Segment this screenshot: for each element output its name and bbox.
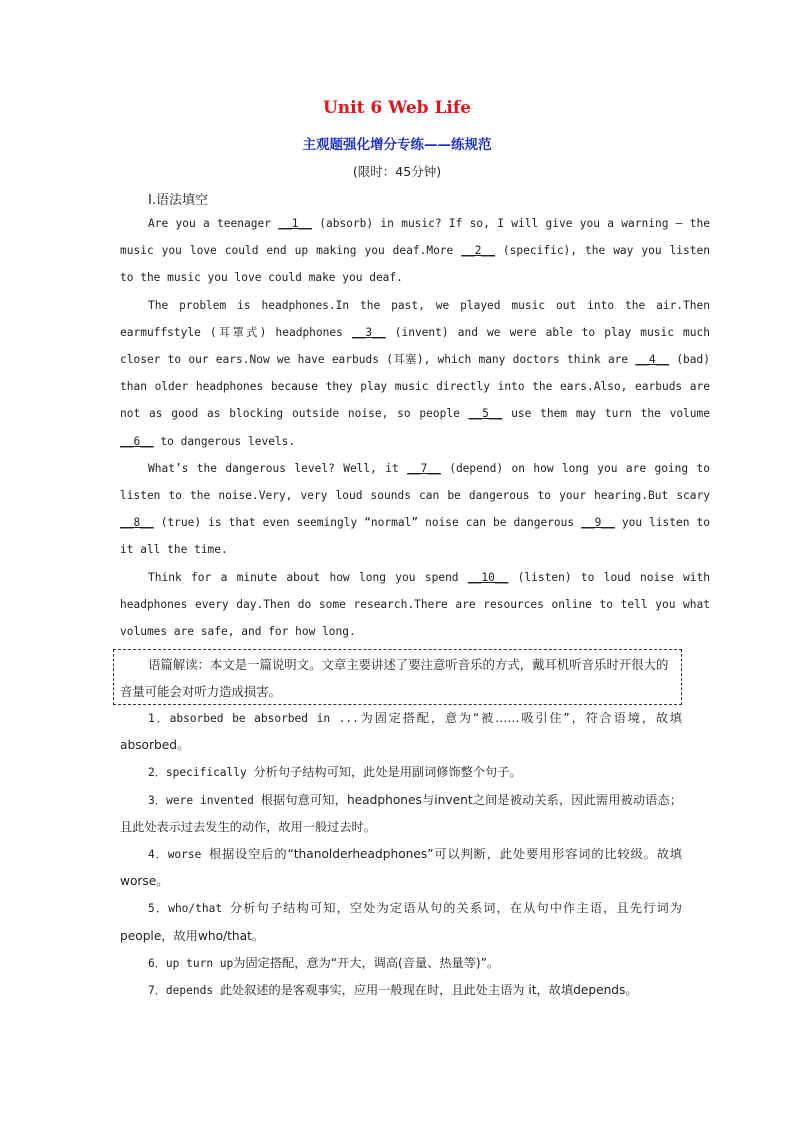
passage-text: (depend) on how long you are going to listen to the noise.Very, very loud sounds can be dangerous to your hearing.But scary xyxy=(120,461,710,503)
answer-item xyxy=(120,950,682,977)
blank-7: __7__ xyxy=(407,461,441,475)
blank-4: __4__ xyxy=(635,353,670,367)
blank-6: __6__ xyxy=(120,434,154,448)
blank-5: __5__ xyxy=(468,407,503,421)
unit-title: Unit 6 Web Life xyxy=(322,98,472,118)
answer-item xyxy=(120,841,682,895)
passage-text: (absorb) in music? If so, I will give you a warning — the music you love could end up making you deaf.More xyxy=(120,217,710,258)
blank-8: __8__ xyxy=(120,516,154,530)
blank-2: __2__ xyxy=(461,244,495,258)
answer-explanation: 根据句意可知，headphones与invent之间是被动关系，因此需用被动语态；且此处表示过去发生的动作，故用一般过去时。 xyxy=(120,792,682,834)
answer-item xyxy=(120,759,682,786)
answer-head: 1．absorbed be absorbed in ... xyxy=(148,712,359,725)
blank-1: __1__ xyxy=(278,217,312,230)
passage-text: The problem is headphones.In the past, we played music out into the air.Then earmuffstyle (耳罩式) headphones xyxy=(120,298,710,339)
answer-item xyxy=(120,787,682,841)
passage-paragraph-2 xyxy=(120,292,710,455)
passage-text: you listen to it all the time. xyxy=(120,516,710,557)
answer-key xyxy=(120,705,682,1004)
passage-text: use them may turn the volume xyxy=(502,407,710,421)
answer-explanation: 为固定搭配，意为“被……吸引住”，符合语境，故填absorbed。 xyxy=(120,711,682,753)
blank-10: __10__ xyxy=(467,570,509,584)
answer-head: 7．depends xyxy=(148,984,220,998)
answer-item xyxy=(120,705,682,759)
passage-analysis-box: 语篇解读：本文是一篇说明文。文章主要讲述了要注意听音乐的方式，戴耳机听音乐时开很大的音量可能会对听力造成损害。 xyxy=(113,649,682,705)
passage-text: Think for a minute about how long you spend xyxy=(148,570,468,584)
answer-explanation: 根据设空后的“thanolderheadphones”可以判断，此处要用形容词的比较级。故填worse。 xyxy=(120,847,682,889)
passage-text: (bad) than older headphones because they play music directly into the ears.Also, earbuds are not as good as blocking outside noise, so people xyxy=(120,353,710,421)
passage-text: (listen) to loud noise with headphones every day.Then do some research.There are resources online to tell you what volumes are safe, and for how long. xyxy=(120,570,710,639)
passage-text: (invent) and we were able to play music much closer to our ears.Now we have earbuds (耳塞), which many doctors think are xyxy=(120,325,710,367)
answer-head: 2．specifically xyxy=(148,766,254,780)
passage-text: Are you a teenager xyxy=(148,217,279,230)
answer-item xyxy=(120,977,682,1004)
answer-explanation: 分析句子结构可知，空处为定语从句的关系词，在从句中作主语，且先行词为people，故用who/that。 xyxy=(120,901,682,943)
passage-paragraph-3 xyxy=(120,455,710,564)
answer-explanation: 此处叙述的是客观事实，应用一般现在时，且此处主语为 it，故填depends。 xyxy=(219,983,638,998)
answer-head: 6．up turn up xyxy=(148,956,234,970)
section-heading: Ⅰ.语法填空 xyxy=(148,193,208,208)
answer-head: 3．were invented xyxy=(148,793,261,807)
answer-head: 4．worse xyxy=(148,848,209,862)
cloze-passage xyxy=(120,210,710,645)
passage-paragraph-4 xyxy=(120,564,710,646)
passage-text: (true) is that even seemingly “normal” noise can be dangerous xyxy=(153,516,582,530)
blank-3: __3__ xyxy=(351,325,386,339)
blank-9: __9__ xyxy=(581,516,615,530)
time-limit: (限时：45分钟) xyxy=(352,164,442,179)
passage-paragraph-1 xyxy=(120,210,710,292)
exercise-subtitle: 主观题强化增分专练——练规范 xyxy=(302,137,492,153)
passage-text: What’s the dangerous level? Well, it xyxy=(148,461,408,475)
passage-text: to dangerous levels. xyxy=(153,434,296,448)
answer-explanation: 为固定搭配，意为“开大，调高(音量、热量等)”。 xyxy=(233,955,500,970)
passage-text: (specific), the way you listen to the music you love could make you deaf. xyxy=(120,244,710,285)
answer-item xyxy=(120,895,682,949)
answer-head: 5．who/that xyxy=(148,902,230,916)
answer-explanation: 分析句子结构可知，此处是用副词修饰整个句子。 xyxy=(253,765,522,780)
